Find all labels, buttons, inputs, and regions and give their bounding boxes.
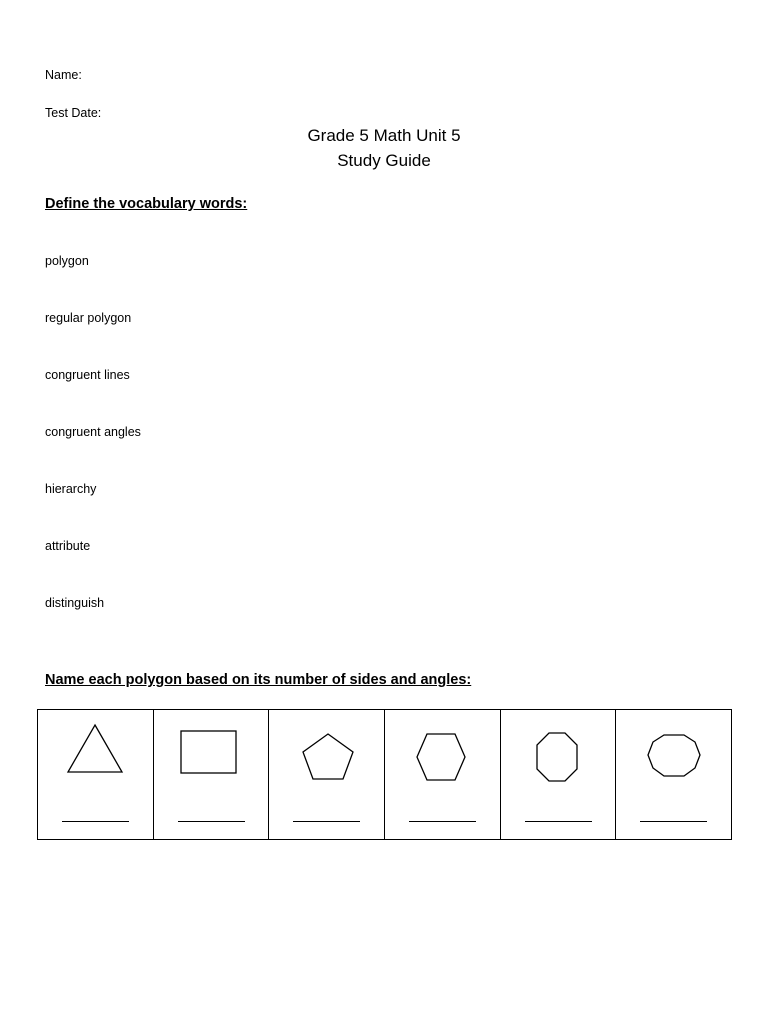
pentagon-icon bbox=[269, 710, 384, 820]
polygon-row bbox=[38, 710, 732, 840]
vocabulary-heading: Define the vocabulary words: bbox=[45, 196, 248, 212]
polygon-cell-rectangle bbox=[153, 710, 269, 840]
polygon-cell-hexagon bbox=[384, 710, 500, 840]
answer-blank[interactable] bbox=[525, 821, 592, 822]
test-date-label: Test Date: bbox=[45, 106, 102, 120]
octagon-icon bbox=[501, 710, 616, 820]
vocab-word-congruent-angles: congruent angles bbox=[45, 425, 141, 439]
decagon-icon bbox=[616, 710, 731, 820]
answer-blank[interactable] bbox=[178, 821, 245, 822]
answer-blank[interactable] bbox=[409, 821, 476, 822]
polygon-cell-pentagon bbox=[269, 710, 385, 840]
title-line-1: Grade 5 Math Unit 5 bbox=[307, 126, 461, 145]
vocab-word-congruent-lines: congruent lines bbox=[45, 368, 130, 382]
polygon-table bbox=[37, 709, 732, 840]
vocab-word-polygon: polygon bbox=[45, 254, 89, 268]
polygon-cell-triangle bbox=[38, 710, 154, 840]
vocab-word-distinguish: distinguish bbox=[45, 596, 105, 610]
triangle-icon bbox=[38, 710, 153, 820]
name-label: Name: bbox=[45, 68, 82, 82]
answer-blank[interactable] bbox=[62, 821, 129, 822]
title-line-2: Study Guide bbox=[337, 151, 431, 170]
answer-blank[interactable] bbox=[640, 821, 707, 822]
vocab-word-hierarchy: hierarchy bbox=[45, 482, 97, 496]
vocab-word-attribute: attribute bbox=[45, 539, 91, 553]
polygon-cell-decagon bbox=[616, 710, 732, 840]
vocab-word-regular-polygon: regular polygon bbox=[45, 311, 132, 325]
rectangle-icon bbox=[154, 710, 269, 820]
polygon-cell-octagon bbox=[500, 710, 616, 840]
hexagon-icon bbox=[385, 710, 500, 820]
answer-blank[interactable] bbox=[293, 821, 360, 822]
polygons-heading: Name each polygon based on its number of sides and angles: bbox=[45, 672, 472, 688]
